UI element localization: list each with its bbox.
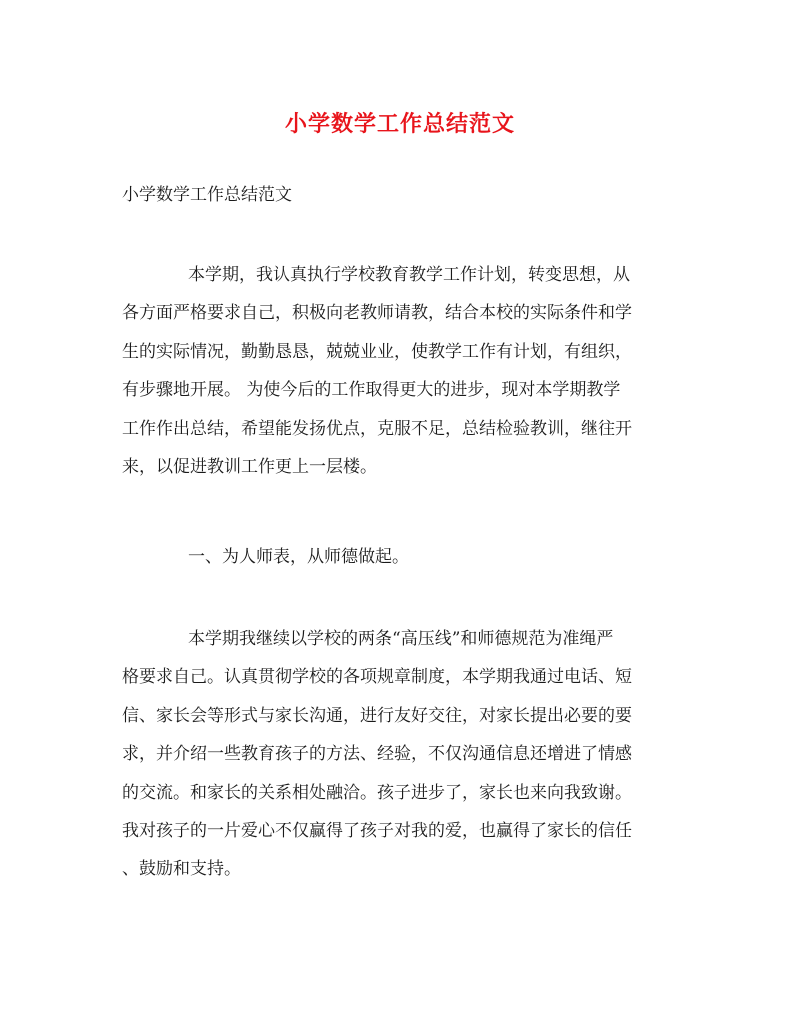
paragraph-line: 、鼓励和支持。 [122, 859, 241, 880]
paragraph-line: 工作作出总结，希望能发扬优点，克服不足，总结检验教训，继往开 [122, 418, 632, 439]
paragraph-section-one [122, 620, 682, 889]
paragraph-line: 本学期我继续以学校的两条“高压线”和师德规范为准绳严 [188, 629, 614, 649]
paragraph-line: 信、家长会等形式与家长沟通，进行友好交往，对家长提出必要的要 [122, 705, 632, 726]
paragraph-line: 求，并介绍一些教育孩子的方法、经验，不仅沟通信息还增进了情感 [122, 744, 632, 765]
paragraph-line: 来，以促进教训工作更上一层楼。 [122, 457, 377, 478]
paragraph-intro [122, 256, 682, 486]
paragraph-line: 我对孩子的一片爱心不仅赢得了孩子对我的爱，也赢得了家长的信任 [122, 821, 632, 842]
paragraph-line: 本学期，我认真执行学校教育教学工作计划，转变思想，从 [188, 265, 630, 285]
paragraph-line: 生的实际情况，勤勤恳恳，兢兢业业，使教学工作有计划，有组织， [122, 341, 632, 362]
paragraph-line: 有步骤地开展。 为使今后的工作取得更大的进步，现对本学期教学 [122, 380, 621, 401]
paragraph-line: 各方面严格要求自己，积极向老教师请教，结合本校的实际条件和学 [122, 303, 632, 324]
section-heading: 一、为人师表，从师德做起。 [188, 547, 409, 567]
document-subtitle: 小学数学工作总结范文 [122, 185, 292, 205]
paragraph-line: 的交流。和家长的关系相处融洽。孩子进步了，家长也来向我致谢。 [122, 782, 632, 803]
paragraph-line: 格要求自己。认真贯彻学校的各项规章制度，本学期我通过电话、短 [122, 667, 632, 688]
document-title: 小学数学工作总结范文 [284, 111, 515, 137]
